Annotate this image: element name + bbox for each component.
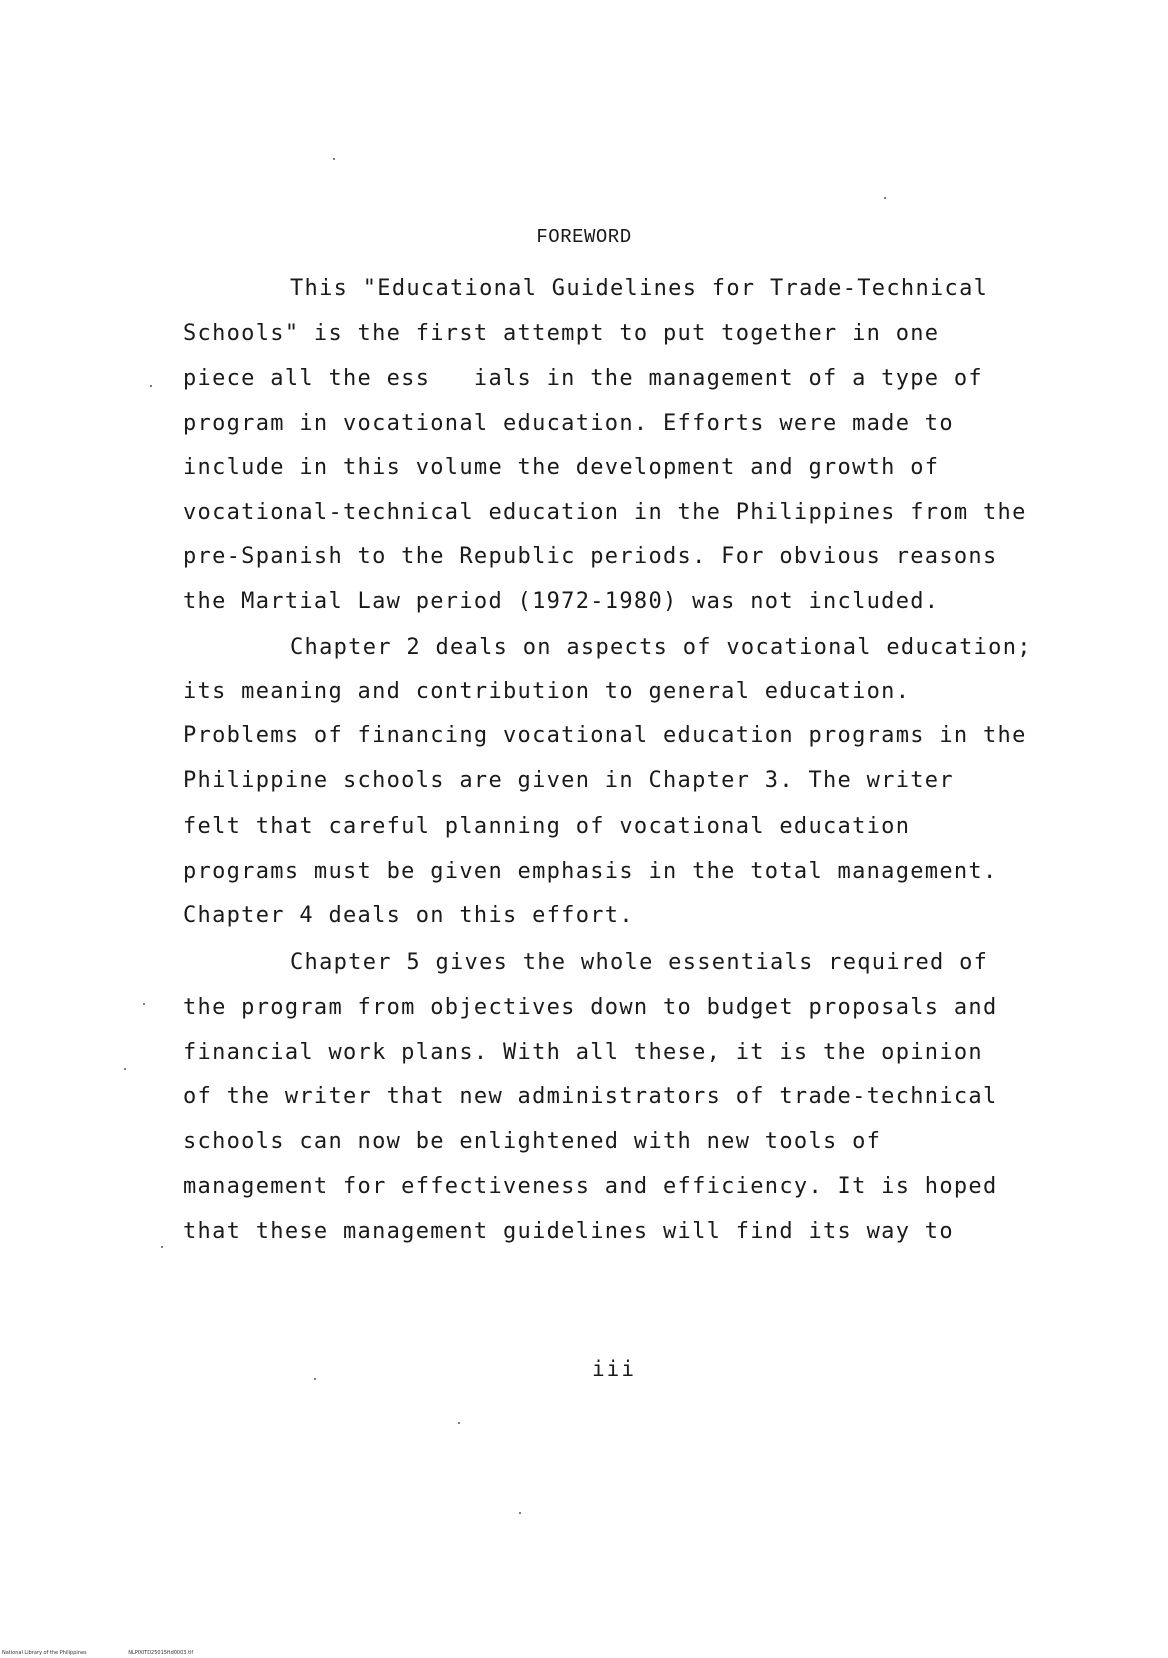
text-line-18: financial work plans. With all these, it is the opinion (183, 1040, 983, 1065)
text-line-10: its meaning and contribution to general education. (183, 679, 911, 704)
text-line-9: Chapter 2 deals on aspects of vocational education; (290, 635, 1032, 660)
text-line-6: vocational-technical education in the Philippines from the (183, 500, 1027, 525)
text-line-13: felt that careful planning of vocational education (183, 814, 911, 839)
text-line-19: of the writer that new administrators of trade-technical (183, 1084, 998, 1109)
text-line-2: Schools" is the first attempt to put together in one (183, 321, 940, 346)
scan-speck (161, 1246, 163, 1248)
text-line-15: Chapter 4 deals on this effort. (183, 903, 634, 928)
scan-speck (143, 1003, 145, 1005)
scan-speck (884, 197, 886, 199)
text-line-16: Chapter 5 gives the whole essentials required of (290, 950, 989, 975)
scan-footer (2, 1650, 233, 1656)
text-line-12: Philippine schools are given in Chapter 3. The writer (183, 768, 954, 793)
text-line-14: programs must be given emphasis in the total management. (183, 859, 998, 884)
footer-file-id: NLP00TD25015ftd0003.tif (128, 1650, 194, 1656)
scan-speck (333, 158, 335, 160)
text-line-5: include in this volume the development and growth of (183, 455, 940, 480)
footer-library: National Library of the Philippines (2, 1650, 87, 1656)
text-line-7: pre-Spanish to the Republic periods. For obvious reasons (183, 544, 998, 569)
scan-speck (458, 1422, 460, 1424)
text-line-22: that these management guidelines will find its way to (183, 1219, 954, 1244)
text-line-1: This "Educational Guidelines for Trade-Technical (290, 276, 989, 301)
scan-speck (124, 1068, 126, 1070)
scan-speck (314, 1378, 316, 1380)
text-line-20: schools can now be enlightened with new tools of (183, 1129, 882, 1154)
text-line-11: Problems of financing vocational education programs in the (183, 723, 1027, 748)
text-line-21: management for effectiveness and efficiency. It is hoped (183, 1174, 998, 1199)
scan-speck (150, 385, 152, 387)
page-title: FOREWORD (536, 226, 632, 248)
text-line-8: the Martial Law period (1972-1980) was not included. (183, 589, 940, 614)
text-line-17: the program from objectives down to budget proposals and (183, 995, 998, 1020)
scan-speck (519, 1512, 521, 1514)
text-line-3: piece all the ess ials in the management of a type of (183, 366, 983, 391)
page-number: iii (592, 1357, 636, 1381)
text-line-4: program in vocational education. Efforts were made to (183, 411, 954, 436)
